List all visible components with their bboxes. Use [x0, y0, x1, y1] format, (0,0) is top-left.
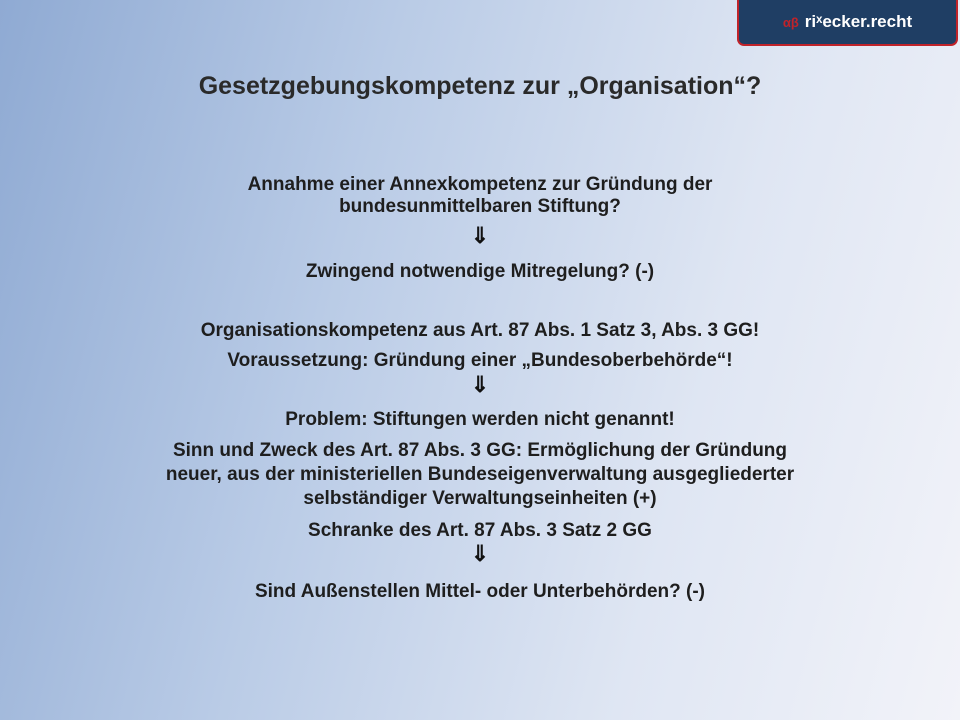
- text-line-organisationskompetenz: Organisationskompetenz aus Art. 87 Abs. 1 Satz 3, Abs. 3 GG!: [200, 320, 760, 341]
- down-arrow-icon: ⇓: [470, 223, 490, 248]
- logo-mark-icon: αβ: [782, 14, 799, 30]
- text-line-mitregelung: Zwingend notwendige Mitregelung? (-): [305, 261, 655, 282]
- text-line-stiftung: bundesunmittelbaren Stiftung?: [339, 196, 621, 217]
- brand-logo: [737, 0, 958, 46]
- logo-text: riˣecker.recht: [804, 12, 913, 31]
- text-line-verwaltungseinheiten: selbständiger Verwaltungseinheiten (+): [303, 488, 657, 509]
- text-line-annexkompetenz: Annahme einer Annexkompetenz zur Gründung der: [247, 174, 713, 195]
- text-line-aussenstellen: Sind Außenstellen Mittel- oder Unterbehörden? (-): [254, 581, 706, 602]
- down-arrow-icon: ⇓: [470, 541, 490, 566]
- text-line-schranke: Schranke des Art. 87 Abs. 3 Satz 2 GG: [308, 520, 652, 541]
- text-line-sinn-und-zweck: Sinn und Zweck des Art. 87 Abs. 3 GG: Ermöglichung der Gründung: [172, 440, 788, 461]
- text-line-voraussetzung: Voraussetzung: Gründung einer „Bundesoberbehörde“!: [227, 350, 733, 371]
- text-line-bundeseigenverwaltung: neuer, aus der ministeriellen Bundeseigenverwaltung ausgegliederter: [165, 464, 795, 485]
- down-arrow-icon: ⇓: [470, 372, 490, 397]
- slide-title: Gesetzgebungskompetenz zur „Organisation“?: [198, 72, 762, 100]
- text-line-problem: Problem: Stiftungen werden nicht genannt!: [285, 409, 675, 430]
